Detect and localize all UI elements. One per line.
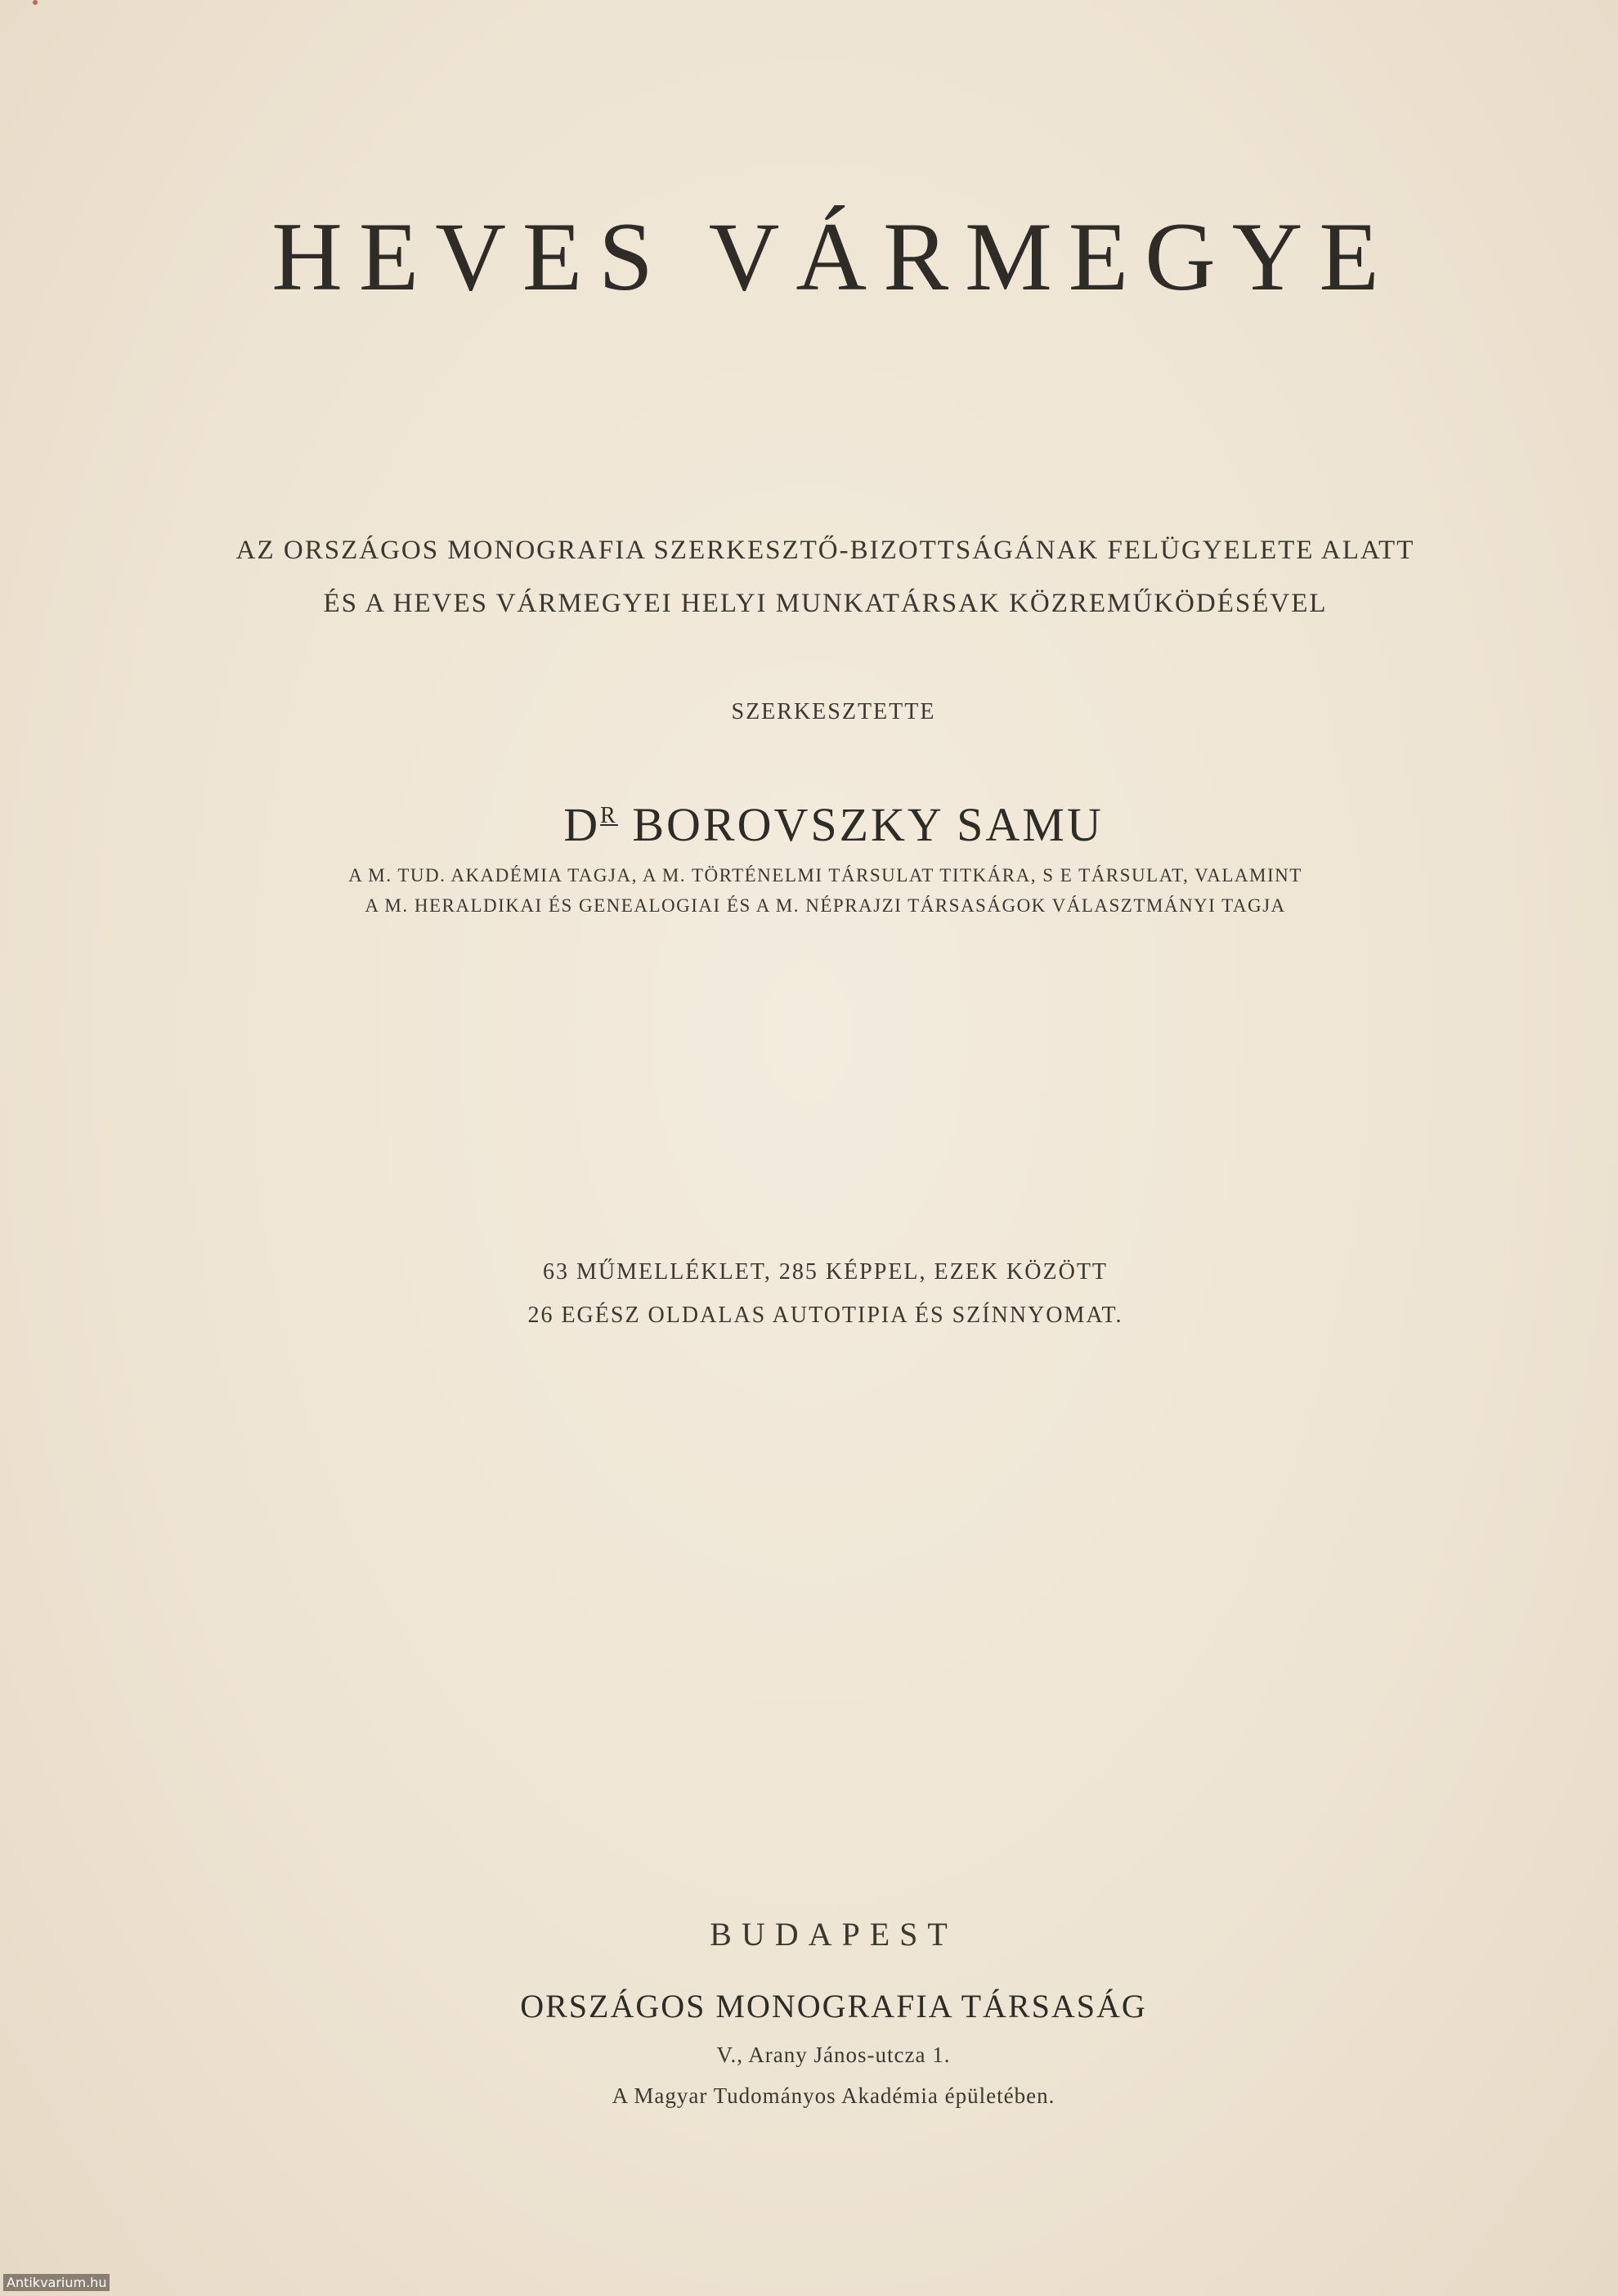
subtitle-line-2: ÉS A HEVES VÁRMEGYEI HELYI MUNKATÁRSAK KÖZREMŰKÖDÉSÉVEL (323, 589, 1328, 618)
illustrations-note-line-1: 63 MŰMELLÉKLET, 285 KÉPPEL, EZEK KÖZÖTT (542, 1259, 1109, 1285)
author-name: BOROVSZKY SAMU (632, 798, 1104, 851)
author-title-prefix (563, 798, 618, 851)
book-title: HEVES VÁRMEGYE (271, 202, 1396, 311)
edited-by-label: SZERKESZTETTE (731, 699, 936, 724)
illustrations-note-line-2: 26 EGÉSZ OLDALAS AUTOTIPIA ÉS SZÍNNYOMAT. (527, 1303, 1123, 1328)
imprint-address: V., Arany János-utcza 1. (716, 2043, 951, 2067)
imprint-city: BUDAPEST (710, 1916, 957, 1953)
author-name-line (0, 797, 1618, 852)
author-prefix: D (563, 798, 601, 851)
site-watermark: Antikvarium.hu (3, 2274, 110, 2291)
imprint-publisher: ORSZÁGOS MONOGRAFIA TÁRSASÁG (520, 1988, 1147, 2025)
author-credentials-line-1: A M. TUD. AKADÉMIA TAGJA, A M. TÖRTÉNELMI TÁRSULAT TITKÁRA, S E TÁRSULAT, VALAMINT (348, 865, 1302, 886)
author-prefix-superscript: R (600, 803, 618, 828)
subtitle-line-1: AZ ORSZÁGOS MONOGRAFIA SZERKESZTŐ-BIZOTTSÁGÁNAK FELÜGYELETE ALATT (235, 536, 1415, 565)
imprint-building: A Magyar Tudományos Akadémia épületében. (612, 2083, 1056, 2108)
author-credentials-line-2: A M. HERALDIKAI ÉS GENEALOGIAI ÉS A M. NÉPRAJZI TÁRSASÁGOK VÁLASZTMÁNYI TAGJA (365, 895, 1286, 916)
ink-spot (33, 0, 38, 5)
